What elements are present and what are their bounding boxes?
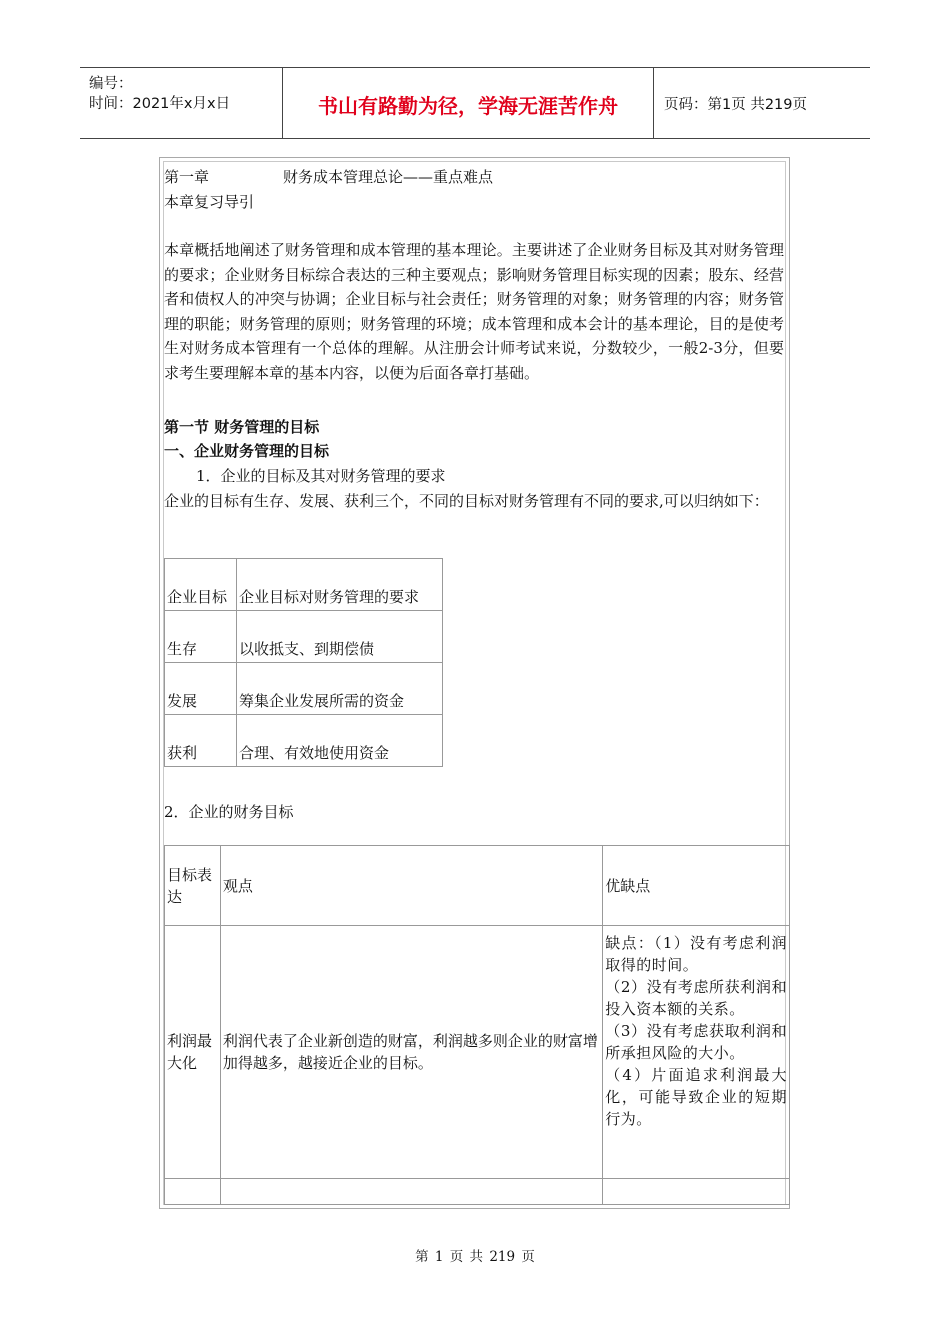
section-title: 第一节 财务管理的目标 <box>164 418 320 436</box>
table-header-cell: 目标表达 <box>165 846 221 926</box>
goals-table <box>164 558 443 767</box>
doc-date-label: 时间：2021年x月x日 <box>89 96 231 112</box>
table-cell <box>603 1179 790 1205</box>
table-cell: 筹集企业发展所需的资金 <box>237 663 443 715</box>
table-cell <box>165 1179 221 1205</box>
table-row <box>165 715 443 767</box>
chapter-title: 财务成本管理总论——重点难点 <box>283 168 494 186</box>
table-row <box>165 611 443 663</box>
table-cell-target: 利润最大化 <box>165 926 221 1179</box>
table-cell <box>220 1179 602 1205</box>
cons-line: （3）没有考虑获取利润和所承担风险的大小。 <box>605 1022 787 1062</box>
motto: 书山有路勤为径，学海无涯苦作舟 <box>318 94 618 118</box>
cons-line: （4）片面追求利润最大化，可能导致企业的短期行为。 <box>605 1066 787 1128</box>
item-heading-2: 2．企业的财务目标 <box>164 803 294 821</box>
subsection-title: 一、企业财务管理的目标 <box>164 442 330 460</box>
financial-goals-table <box>164 845 790 1205</box>
cons-line: 缺点：（1）没有考虑利润取得的时间。 <box>605 934 787 974</box>
page-indicator: 页码：第1页 共219页 <box>664 97 808 113</box>
cons-line: （2）没有考虑所获利润和投入资本额的关系。 <box>605 978 787 1018</box>
goals-text: 企业的目标有生存、发展、获利三个，不同的目标对财务管理有不同的要求,可以归纳如下： <box>164 492 769 510</box>
header-page-cell <box>654 68 870 138</box>
table-row-empty <box>165 1179 790 1205</box>
table-row <box>165 663 443 715</box>
table-header-row <box>165 559 443 611</box>
table-cell: 合理、有效地使用资金 <box>237 715 443 767</box>
header-motto-cell <box>283 68 654 138</box>
table-cell: 生存 <box>165 611 237 663</box>
table-header-cell: 企业目标 <box>165 559 237 611</box>
chapter-number: 第一章 <box>164 168 210 186</box>
table-cell: 以收抵支、到期偿债 <box>237 611 443 663</box>
table-cell: 获利 <box>165 715 237 767</box>
table-header-row <box>165 846 790 926</box>
doc-number-label: 编号： <box>89 76 133 92</box>
item-heading-1: 1．企业的目标及其对财务管理的要求 <box>196 467 446 485</box>
chapter-intro: 本章概括地阐述了财务管理和成本管理的基本理论。主要讲述了企业财务目标及其对财务管理的要求；企业财务目标综合表达的三种主要观点；影响财务管理目标实现的因素；股东、经营者和债权人的冲突与协调；企业目标与社会责任；财务管理的对象；财务管理的内容；财务管理的职能；财务管理的原则；财务管理的环境；成本管理和成本会计的基本理论，目的是使考生对财务成本管理有一个总体的理解。从注册会计师考试来说，分数较少，一般2-3分，但要求考生要理解本章的基本内容，以便为后面各章打基础。 <box>164 241 784 382</box>
table-cell: 发展 <box>165 663 237 715</box>
table-cell-cons <box>603 926 790 1179</box>
table-row <box>165 926 790 1179</box>
table-header-cell: 企业目标对财务管理的要求 <box>237 559 443 611</box>
table-header-cell: 观点 <box>220 846 602 926</box>
table-cell-view: 利润代表了企业新创造的财富，利润越多则企业的财富增加得越多，越接近企业的目标。 <box>220 926 602 1179</box>
table-header-cell: 优缺点 <box>603 846 790 926</box>
header-meta <box>80 68 283 138</box>
page-footer: 第 1 页 共 219 页 <box>415 1249 535 1265</box>
page-header <box>80 67 870 139</box>
guide-title: 本章复习导引 <box>164 193 255 211</box>
